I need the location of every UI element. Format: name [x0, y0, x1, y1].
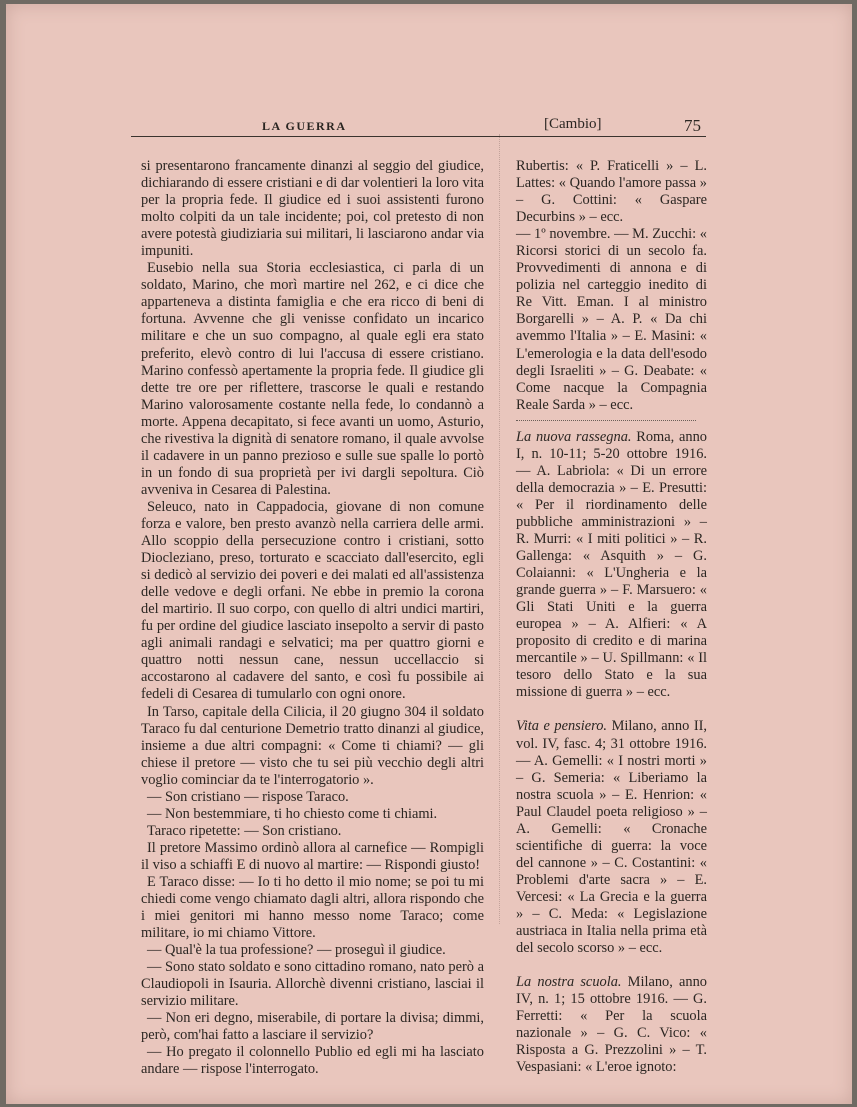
paragraph: Eusebio nella sua Storia ecclesiastica, ci parla di un soldato, Marino, che morì martire nel 262, e ci dice che apparteneva a distinta famiglia e che era ricco di beni di fortuna. Avvenne che gli venisse confidato un incarico militare e che un suo compagno, al quale egli era stato preferito, elevò contro di lui l'accusa di essere cristiano. Marino confessò apertamente la propria fede. Il giudice gli dette tre ore per riflettere, trascorse le quali e restando Marino valorosamente costante nella fede, lo condannò a morte. Appena decapitato, si fece avanti un uomo, Asturio, che rivestiva la dignità di senatore romano, il quale avvolse il cadavere in un panno prezioso e sulle sue spalle lo portò in un fondo di sua proprietà per ivi dargli sepoltura. Ciò avveniva in Cesarea di Palestina. — [141, 260, 484, 498]
paragraph: — Sono stato soldato e sono cittadino romano, nato però a Claudiopoli in Isauria. Allorchè divenni cristiano, lasciai il servizio militare. — [141, 959, 484, 1010]
continuation-paragraph: Rubertis: « P. Fraticelli » – L. Lattes: « Quando l'amore passa » – G. Cottini: « Gaspare Decurbins » – ecc. — [516, 158, 707, 226]
dotted-separator — [516, 420, 696, 421]
header-title: LA GUERRA — [262, 119, 347, 133]
review-title: La nuova rassegna. — [516, 428, 632, 445]
paragraph: Il pretore Massimo ordinò allora al carnefice — Rompigli il viso a schiaffi E di nuovo al martire: — Rispondi giusto! — [141, 839, 484, 873]
paragraph: — Non bestemmiare, ti ho chiesto come ti chiami. — [147, 805, 438, 822]
running-header — [6, 112, 852, 142]
review-text: Milano, anno IV, n. 1; 15 ottobre 1916. — G. Ferretti: « Per la scuola nazionale » – G. C. Vico: « Risposta a G. Prezzolini » – T. Vespasiani: « L'eroe ignoto: — [516, 974, 707, 1076]
book-page — [6, 4, 852, 1104]
page-number: 75 — [684, 116, 701, 135]
continuation-paragraph: — 1º novembre. — M. Zucchi: « Ricorsi storici di un secolo fa. Provvedimenti di annona e di polizia nel carteggio inedito di Re Vitt. Eman. I al ministro Borgarelli » – A. P. « Da chi avemmo l'Italia » – E. Masini: « L'emerologia e la data dell'esodo degli Israeliti » – G. Deabate: « Come nacque la Compagnia Reale Sarda » – ecc. — [516, 226, 707, 413]
paragraph: Taraco ripetette: — Son cristiano. — [147, 822, 342, 839]
paragraph: — Ho pregato il colonnello Publio ed egli mi ha lasciato andare — rispose l'interrogato. — [141, 1044, 484, 1078]
header-rule — [131, 136, 706, 137]
header-section: [Cambio] — [544, 116, 602, 132]
paragraph: — Non eri degno, miserabile, di portare la divisa; dimmi, però, com'hai fatto a lasciare il servizio? — [141, 1010, 484, 1044]
review-entry — [516, 974, 707, 1076]
paragraph: si presentarono francamente dinanzi al seggio del giudice, dichiarando di essere cristiani e di dar volentieri la loro vita per la propria fede. Il giudice ed i suoi assistenti furono molto colpiti da un tale incidente; poi, col pretesto di non avere potestà giudiziaria sui militari, li lasciarono andar via impuniti. — [141, 158, 484, 260]
paragraph: In Tarso, capitale della Cilicia, il 20 giugno 304 il soldato Taraco fu dal centurione Demetrio tratto dinanzi al giudice, insieme a due altri compagni: « Come ti chiami? — gli chiese il pretore — visto che tu sei più vecchio degli altri voglio cominciar da te l'interrogatorio ». — [141, 703, 484, 788]
review-title: Vita e pensiero. — [516, 718, 608, 735]
left-column — [141, 158, 484, 1079]
paragraph: — Qual'è la tua professione? — proseguì il giudice. — [147, 942, 446, 959]
paragraph: Seleuco, nato in Cappadocia, giovane di non comune forza e valore, ben presto avanzò nella carriera delle armi. Allo scoppio della persecuzione contro i cristiani, sotto Diocleziano, preso, torturato e scacciato dall'esercito, egli si dedicò al servizio dei poveri e dei malati ed all'assistenza delle vedove e degli orfani. Ne ebbe in premio la corona del martirio. Il suo corpo, con quello di altri undici martiri, fu per ordine del giudice lasciato insepolto a servir di pasto agli animali randagi e selvatici; ma per quattro giorni e quattro notti nessun cane, nessun uccellaccio si accostarono al cadavere del santo, e così fu possibile ai fedeli di Cesarea di tumularlo con ogni onore. — [141, 498, 484, 703]
review-entry — [516, 429, 707, 702]
review-entry — [516, 718, 707, 957]
review-text: Milano, anno II, vol. IV, fasc. 4; 31 ottobre 1916. — A. Gemelli: « I nostri morti » – G. Semeria: « Liberiamo la nostra scuola » – E. Henrion: « Paul Claudel poeta religioso » – A. Gemelli: « Cronache scientifiche di guerra: la voce del cannone » – C. Costantini: « Problemi d'arte sacra » – E. Vercesi: « La Grecia e la guerra » – C. Meda: « Legislazione austriaca in Italia nella prima età del secolo scorso » – ecc. — [516, 718, 707, 957]
column-divider — [499, 134, 500, 924]
paragraph: — Son cristiano — rispose Taraco. — [147, 788, 349, 805]
review-text: Roma, anno I, n. 10-11; 5-20 ottobre 1916. — A. Labriola: « Di un errore della democrazia » – E. Presutti: « Per il riordinamento delle pubbliche amministrazioni » – R. Murri: « I miti politici » – R. Gallenga: « Asquith » – G. Colaianni: « L'Ungheria e la grande guerra » – F. Marsuero: « Gli Stati Uniti e la guerra europea » – A. Alfieri: « A proposito di credito e di marina mercantile » – U. Spillmann: « Il tesoro dello Stato e la sua missione di guerra » – ecc. — [516, 428, 707, 701]
right-column — [516, 158, 707, 1076]
paragraph: E Taraco disse: — Io ti ho detto il mio nome; se poi tu mi chiedi come vengo chiamato dagli altri, allora rispondo che i miei genitori mi hanno messo nome Taraco; come militare, io mi chiamo Vittore. — [141, 873, 484, 942]
review-title: La nostra scuola. — [516, 974, 622, 991]
